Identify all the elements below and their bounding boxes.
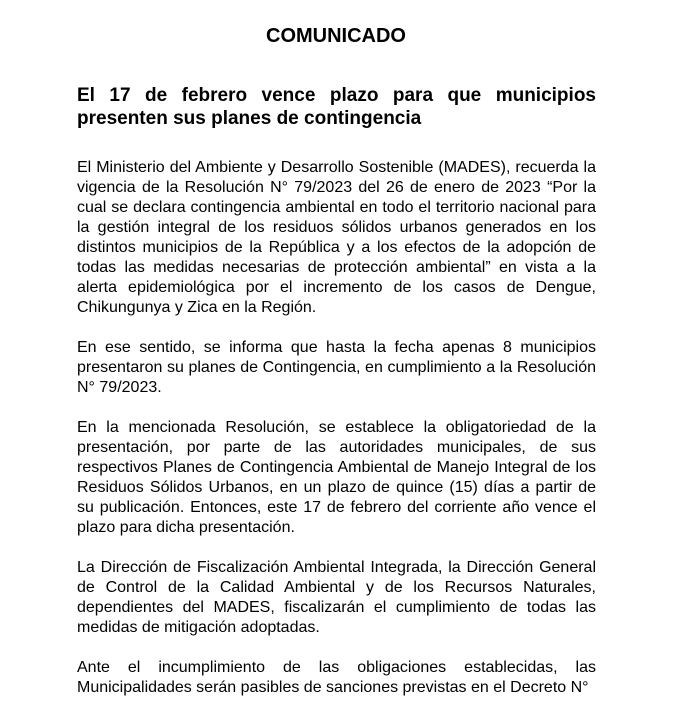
paragraph-5: Ante el incumplimiento de las obligaciones establecidas, las Municipalidades serán pasibles de sanciones previstas en el Decreto N° [77,659,596,696]
document-title: COMUNICADO [266,25,406,47]
paragraph-2: En ese sentido, se informa que hasta la fecha apenas 8 municipios presentaron su planes de Contingencia, en cumplimiento a la Resolución N° 79/2023. [77,339,596,396]
paragraph-4: La Dirección de Fiscalización Ambiental Integrada, la Dirección General de Control de la Calidad Ambiental y de los Recursos Naturales, dependientes del MADES, fiscalizarán el cumplimiento de todas las medidas de mitigación adoptadas. [77,559,596,636]
paragraph-3: En la mencionada Resolución, se establece la obligatoriedad de la presentación, por parte de las autoridades municipales, de sus respectivos Planes de Contingencia Ambiental de Manejo Integral de los Residuos Sólidos Urbanos, en un plazo de quince (15) días a partir de su publicación. Entonces, este 17 de febrero del corriente año vence el plazo para dicha presentación. [77,419,596,536]
paragraph-1: El Ministerio del Ambiente y Desarrollo Sostenible (MADES), recuerda la vigencia de la Resolución N° 79/2023 del 26 de enero de 2023 “Por la cual se declara contingencia ambiental en todo el territorio nacional para la gestión integral de los residuos sólidos urbanos generados en los distintos municipios de la República y a los efectos de la adopción de todas las medidas necesarias de protección ambiental” en vista a la alerta epidemiológica por el incremento de los casos de Dengue, Chikungunya y Zica en la Región. [77,159,596,316]
document-body [77,84,596,718]
news-headline: El 17 de febrero vence plazo para que municipios presenten sus planes de contingencia [77,85,596,129]
